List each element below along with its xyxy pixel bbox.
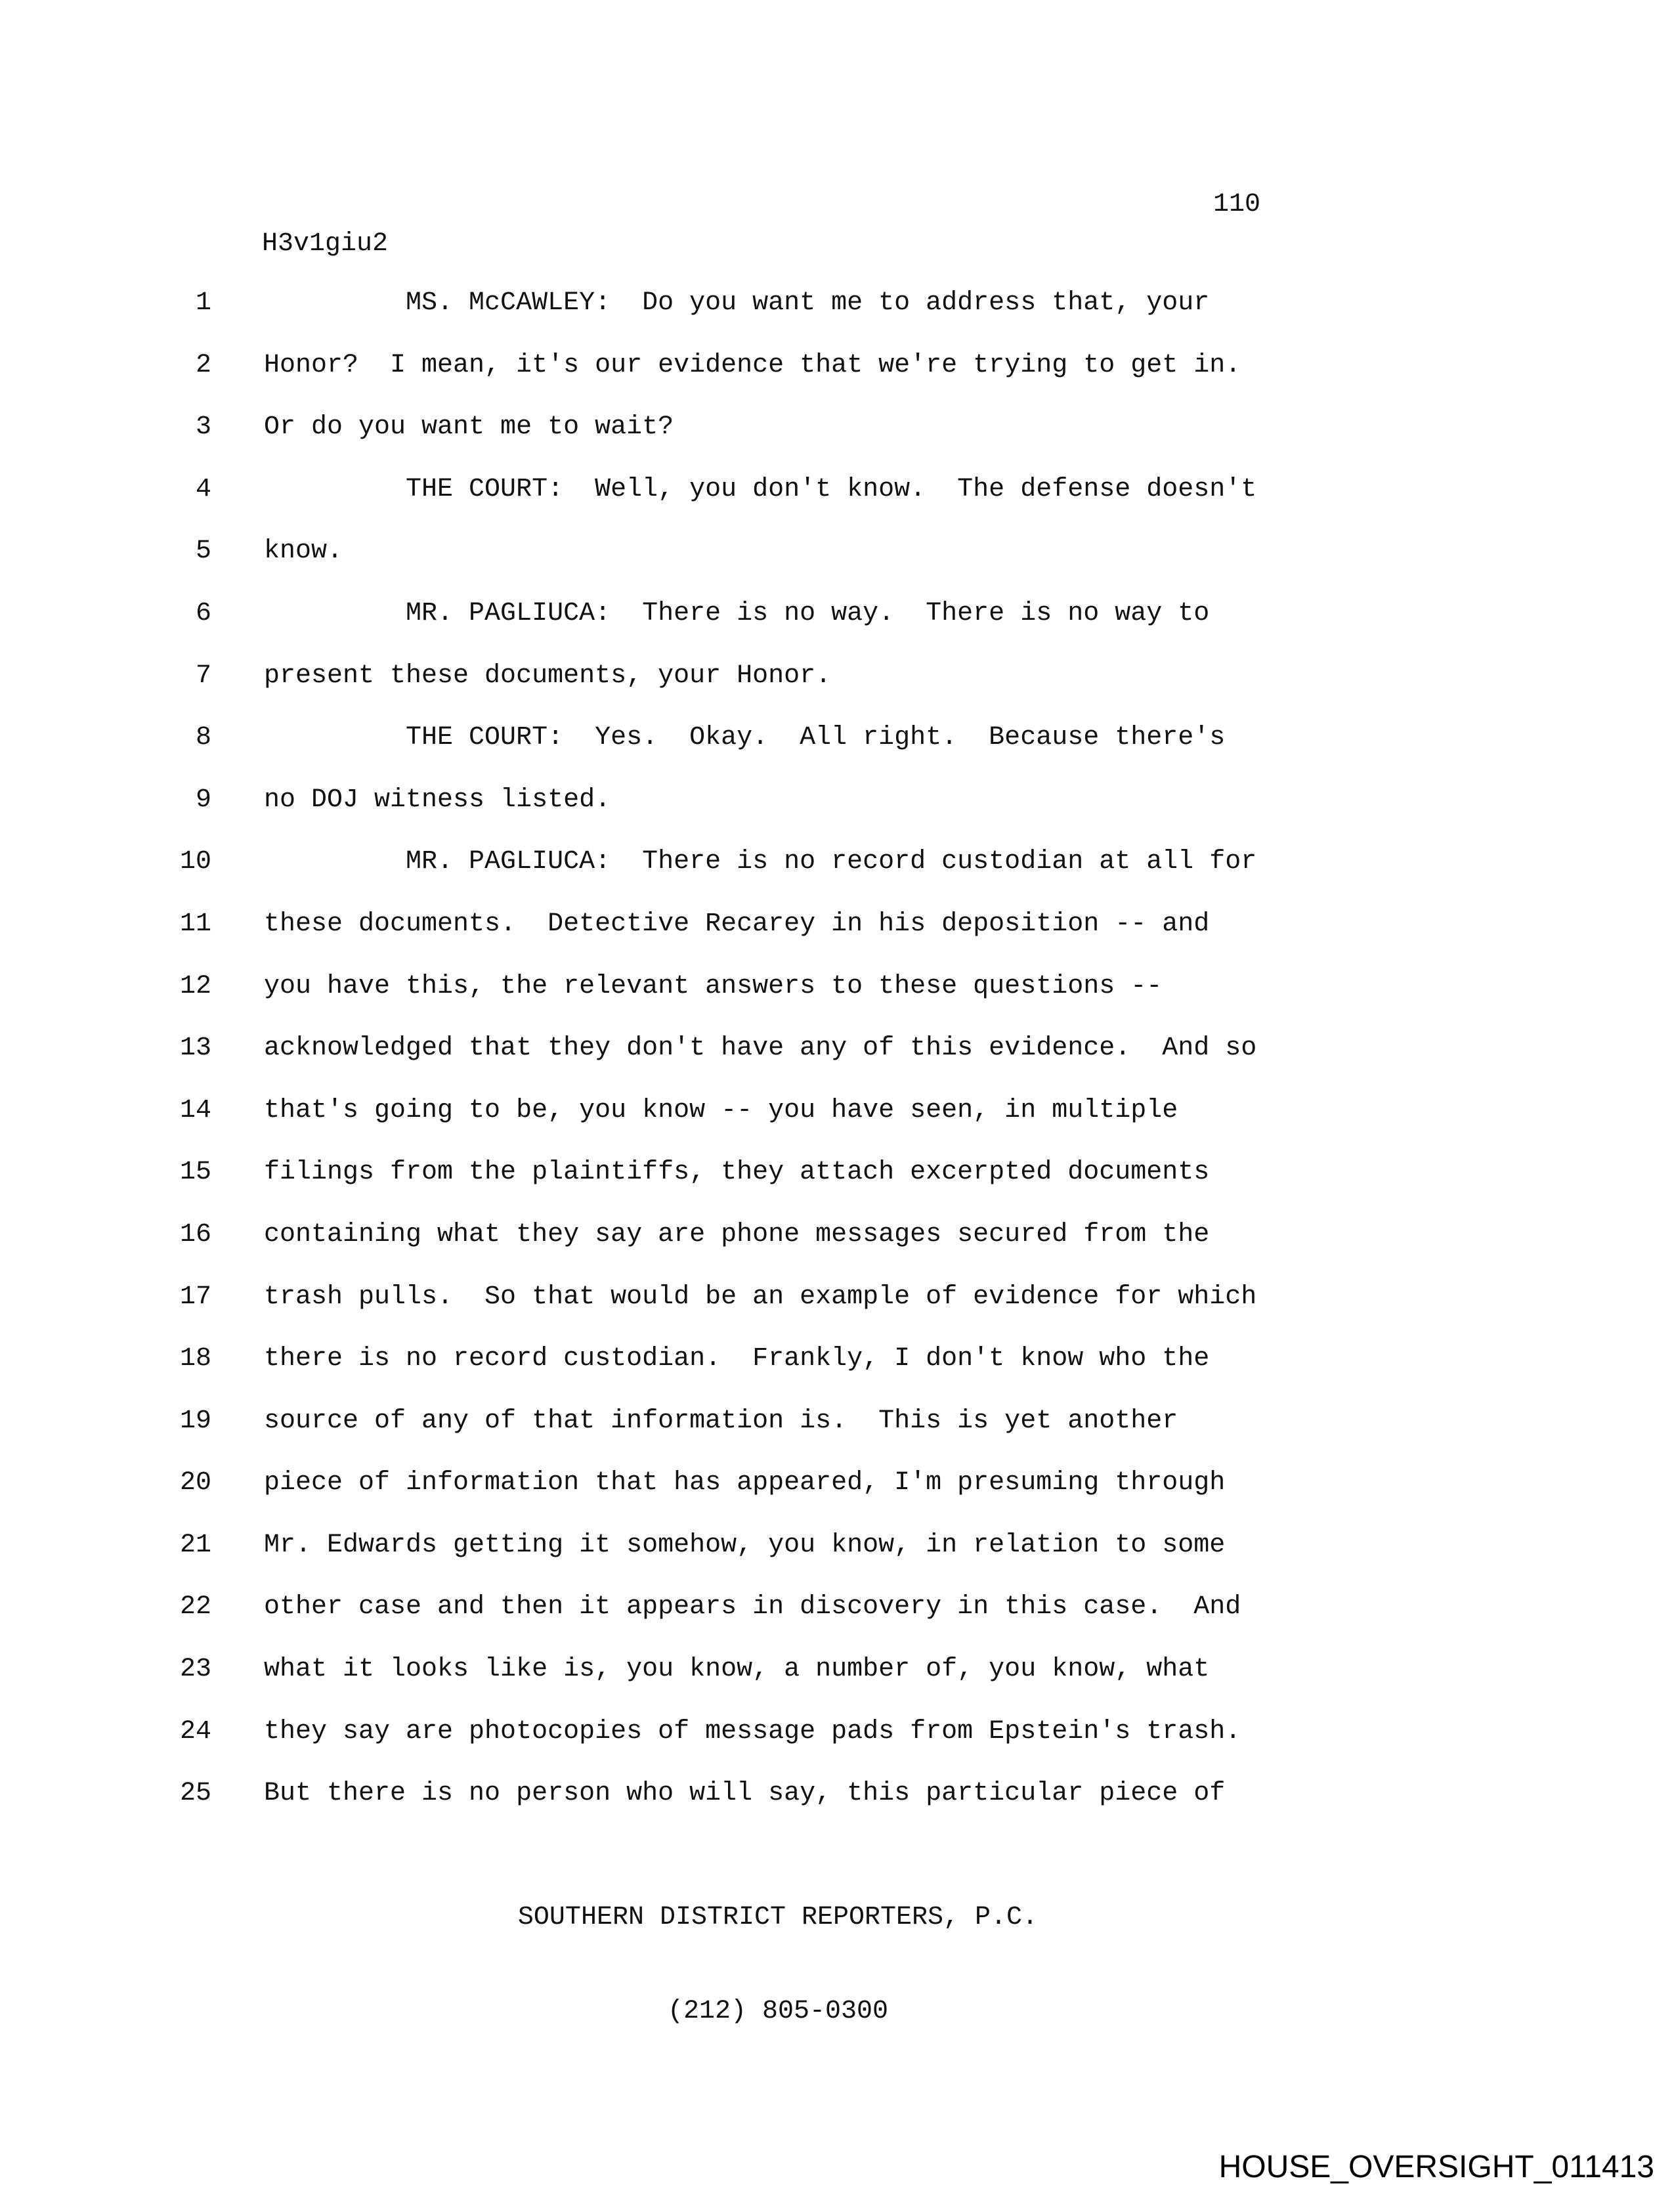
line-text: trash pulls. So that would be an example of evidence for which — [264, 1282, 1257, 1312]
line-number: 15 — [179, 1158, 211, 1188]
line-text: acknowledged that they don't have any of this evidence. And so — [264, 1033, 1257, 1064]
transcript-line — [0, 1532, 1674, 1595]
line-text: you have this, the relevant answers to these questions -- — [264, 971, 1163, 1001]
line-text: Honor? I mean, it's our evidence that we're trying to get in. — [264, 350, 1241, 380]
line-text: present these documents, your Honor. — [264, 661, 832, 691]
line-text: MR. PAGLIUCA: There is no record custodian at all for — [264, 847, 1257, 877]
line-text: MS. McCAWLEY: Do you want me to address that, your — [264, 288, 1210, 318]
line-text: containing what they say are phone messages secured from the — [264, 1219, 1210, 1249]
reporter-name: SOUTHERN DISTRICT REPORTERS, P.C. — [517, 1903, 1039, 1932]
bates-stamp: HOUSE_OVERSIGHT_011413 — [1218, 2150, 1654, 2184]
line-text: THE COURT: Yes. Okay. All right. Because there's — [264, 723, 1226, 753]
line-text: But there is no person who will say, this particular piece of — [264, 1779, 1226, 1809]
transcript-line — [0, 663, 1674, 726]
line-number: 18 — [179, 1344, 211, 1374]
line-text: that's going to be, you know -- you have seen, in multiple — [264, 1095, 1178, 1125]
line-number: 23 — [179, 1655, 211, 1685]
line-number: 4 — [195, 474, 211, 504]
line-number: 24 — [179, 1716, 211, 1746]
transcript-line — [0, 1594, 1674, 1657]
page-number: 110 — [1213, 190, 1261, 219]
line-number: 9 — [195, 785, 211, 815]
line-number: 12 — [179, 971, 211, 1001]
line-number: 21 — [179, 1530, 211, 1560]
transcript-line — [0, 290, 1674, 353]
line-text: other case and then it appears in discovery in this case. And — [264, 1592, 1241, 1622]
transcript-line — [0, 598, 1674, 663]
line-number: 14 — [179, 1095, 211, 1125]
transcript-line — [0, 474, 1674, 539]
line-text: filings from the plaintiffs, they attach excerpted documents — [264, 1158, 1210, 1188]
line-text: source of any of that information is. This is yet another — [264, 1406, 1178, 1436]
transcript-line — [0, 787, 1674, 850]
line-text: MR. PAGLIUCA: There is no way. There is no way to — [264, 598, 1210, 628]
line-number: 6 — [195, 598, 211, 628]
transcript-line — [0, 849, 1674, 911]
line-number: 3 — [195, 412, 211, 443]
line-number: 7 — [195, 661, 211, 691]
line-number: 5 — [195, 536, 211, 567]
line-text: Mr. Edwards getting it somehow, you know, in relation to some — [264, 1530, 1226, 1560]
line-text: THE COURT: Well, you don't know. The defense doesn't — [264, 474, 1257, 504]
line-number: 22 — [179, 1592, 211, 1622]
line-text: Or do you want me to wait? — [264, 412, 674, 443]
line-number: 17 — [179, 1282, 211, 1312]
line-number: 13 — [179, 1033, 211, 1064]
line-number: 19 — [179, 1406, 211, 1436]
transcript-line — [0, 414, 1674, 477]
line-text: there is no record custodian. Frankly, I don't know who the — [264, 1344, 1210, 1374]
transcript-line — [0, 1716, 1674, 1781]
transcript-line — [0, 1470, 1674, 1532]
transcript-header-id: H3v1giu2 — [262, 229, 389, 259]
line-number: 16 — [179, 1219, 211, 1249]
transcript-line — [0, 350, 1674, 415]
line-text: they say are photocopies of message pads from Epstein's trash. — [264, 1716, 1241, 1746]
reporter-footer — [263, 1840, 1293, 2089]
line-text: piece of information that has appeared, I'm presuming through — [264, 1468, 1226, 1498]
line-number: 2 — [195, 350, 211, 380]
transcript-line — [0, 1408, 1674, 1471]
line-text: what it looks like is, you know, a number of, you know, what — [264, 1655, 1210, 1685]
transcript-line — [0, 911, 1674, 974]
line-number: 20 — [179, 1468, 211, 1498]
transcript-line — [0, 1284, 1674, 1347]
transcript-line — [0, 1781, 1674, 1843]
line-number: 1 — [195, 288, 211, 318]
transcript-line — [0, 1035, 1674, 1098]
transcript-line — [0, 1346, 1674, 1408]
reporter-phone: (212) 805-0300 — [667, 1996, 889, 2026]
line-number: 11 — [179, 909, 211, 939]
transcript-lines — [0, 290, 1674, 1843]
line-number: 10 — [179, 847, 211, 877]
transcript-line — [0, 971, 1674, 1036]
line-text: these documents. Detective Recarey in his deposition -- and — [264, 909, 1210, 939]
transcript-line — [0, 1095, 1674, 1160]
line-text: no DOJ witness listed. — [264, 785, 611, 815]
line-number: 8 — [195, 723, 211, 753]
transcript-line — [0, 1657, 1674, 1719]
transcript-line — [0, 538, 1674, 601]
line-text: know. — [264, 536, 343, 567]
transcript-line — [0, 1160, 1674, 1222]
transcript-line — [0, 1219, 1674, 1284]
transcript-line — [0, 725, 1674, 787]
line-number: 25 — [179, 1779, 211, 1809]
